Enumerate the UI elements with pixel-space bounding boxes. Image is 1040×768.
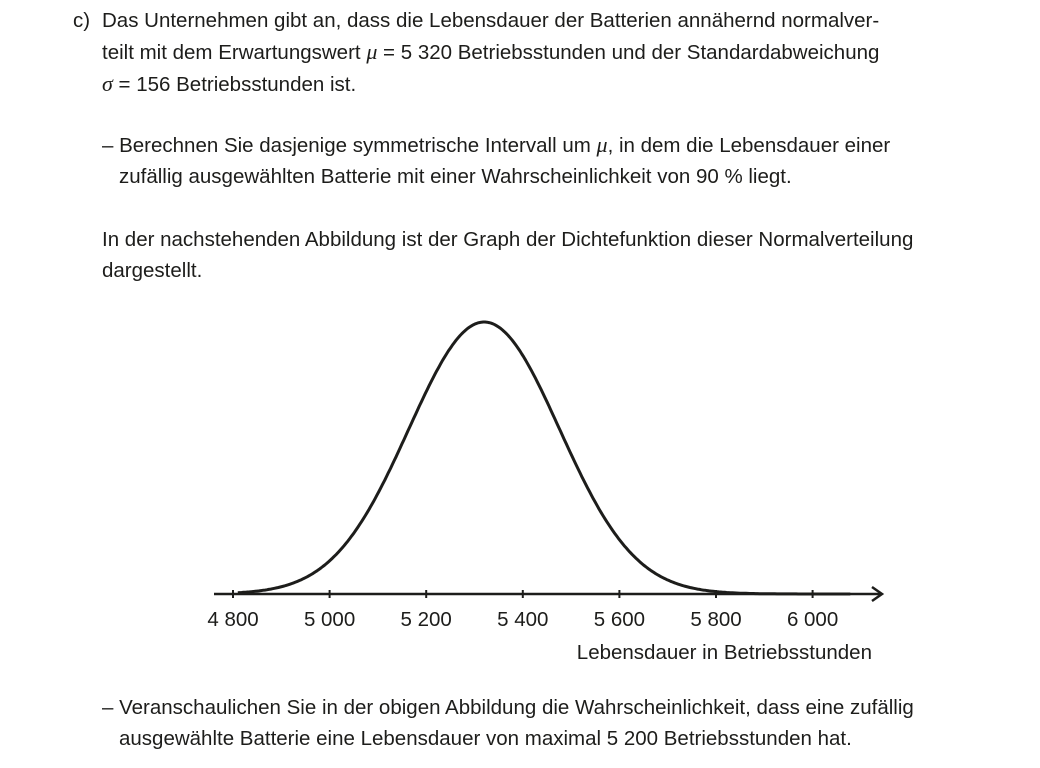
subtask1-line-1-pre: – Berechnen Sie dasjenige symmetrische Intervall um [102, 134, 597, 157]
subtask1-line-1-post: , in dem die Lebensdauer einer [607, 134, 891, 157]
caption-line-2: dargestellt. [102, 259, 203, 282]
mu-symbol: μ [366, 39, 378, 64]
intro-line-3-post: = 156 Betriebsstunden ist. [112, 73, 357, 96]
subtask2-line-2: ausgewählte Batterie eine Lebensdauer von maximal 5 200 Betriebsstunden hat. [119, 727, 852, 750]
task-label: c) [73, 9, 91, 32]
x-tick-label: 6 000 [786, 608, 839, 631]
intro-line-2-post: = 5 320 Betriebsstunden und der Standardabweichung [377, 41, 880, 64]
x-axis-title: Lebensdauer in Betriebsstunden [576, 641, 872, 664]
x-tick-label: 4 800 [207, 608, 259, 631]
mu-symbol: μ [596, 132, 608, 157]
x-tick-label: 5 200 [400, 608, 452, 631]
intro-line-2-pre: teilt mit dem Erwartungswert [102, 41, 367, 64]
subtask-illustrate [102, 692, 1002, 754]
sigma-symbol: σ [102, 71, 113, 96]
intro-line-1: Das Unternehmen gibt an, dass die Lebensdauer der Batterien annähernd normalver- [102, 9, 880, 32]
subtask2-line-1: – Veranschaulichen Sie in der obigen Abbildung die Wahrscheinlichkeit, dass eine zufällig [102, 696, 914, 719]
caption-line-1: In der nachstehenden Abbildung ist der Graph der Dichtefunktion dieser Normalverteilung [102, 228, 914, 251]
subtask1-line-2: zufällig ausgewählten Batterie mit einer Wahrscheinlichkeit von 90 % liegt. [119, 165, 792, 188]
x-axis-ticks [207, 590, 838, 631]
x-tick-label: 5 400 [497, 608, 549, 631]
density-curve [238, 322, 851, 594]
x-tick-label: 5 600 [593, 608, 646, 631]
x-tick-label: 5 000 [303, 608, 356, 631]
x-tick-label: 5 800 [690, 608, 742, 631]
